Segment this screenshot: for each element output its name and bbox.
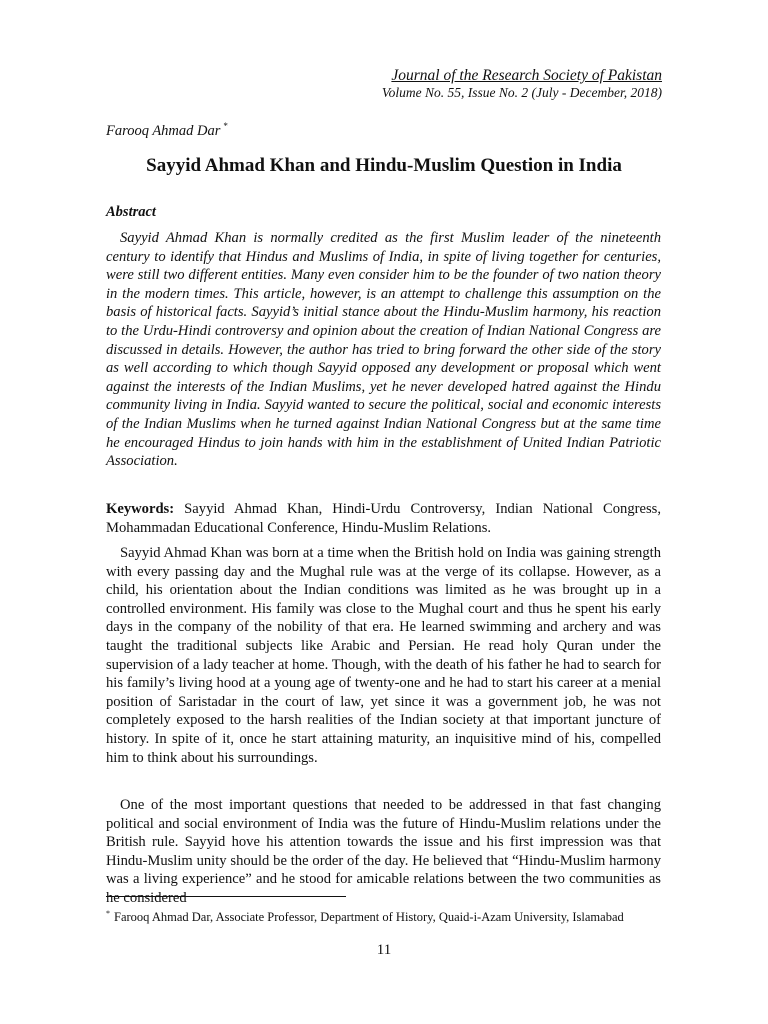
footnote-text: Farooq Ahmad Dar, Associate Professor, Department of History, Quaid-i-Azam University, Islamabad (114, 910, 624, 924)
keywords-text: Sayyid Ahmad Khan, Hindi-Urdu Controversy, Indian National Congress, Mohammadan Educational Conference, Hindu-Muslim Relations. (106, 501, 661, 536)
journal-volume: Volume No. 55, Issue No. 2 (July - December, 2018) (381, 85, 662, 100)
journal-header (382, 68, 662, 100)
abstract-text: Sayyid Ahmad Khan is normally credited as the first Muslim leader of the nineteenth century to identify that Hindus and Muslims of India, in spite of living together for centuries, were still two different entities. Many even consider him to be the founder of two nation theory in the modern times. This article, however, is an attempt to challenge this assumption on the basis of historical facts. Sayyid’s initial stance about the Hindu-Muslim harmony, his reaction to the Urdu-Hindi controversy and opinion about the creation of Indian National Congress are discussed in details. However, the author has tried to bring forward the other side of the story as well according to which though Sayyid opposed any development or proposal which went against the interests of the Indian Muslims, yet he never developed hatred against the Hindu community living in India. Sayyid wanted to secure the political, social and economic interests of the Indian Muslims when he turned against Indian National Congress but at the same time he encouraged Hindus to join hands with him in the establishment of United Indian Patriotic Association. (106, 230, 661, 470)
body-paragraph-1: Sayyid Ahmad Khan was born at a time when the British hold on India was gaining strength with every passing day and the Mughal rule was at the verge of its collapse. However, as a child, his orientation about the Indian conditions was limited as he was brought up in a controlled environment. His family was close to the Mughal court and thus he spent his early days in the company of the nobility of that era. He learned swimming and archery and was taught the traditional subjects like Arabic and Persian. He read holy Quran under the supervision of a lady teacher at home. Though, with the death of his father he had to search for his family’s living hood at a young age of twenty-one and he had to start his career at a menial position of Saristadar in the court of law, yet since it was a government job, he was not completely exposed to the harsh realities of the Indian society at that important juncture of history. In spite of it, once he start attaining maturity, an inquisitive mind of his, compelled him to think about his surroundings. (106, 545, 661, 766)
body-paragraph-2: One of the most important questions that needed to be addressed in that fast changing political and social environment of India was the future of Hindu-Muslim relations under the British rule. Sayyid hove his attention towards the issue and his first impression was that Hindu-Muslim unity should be the order of the day. He believed that “Hindu-Muslim harmony was a living experience” and he stood for amicable relations between the two communities as he considered (106, 797, 661, 906)
keywords-label: Keywords: (106, 501, 175, 517)
page-number: 11 (376, 942, 392, 958)
paper-title: Sayyid Ahmad Khan and Hindu-Muslim Question in India (146, 155, 622, 176)
author-line (106, 121, 228, 140)
keywords (106, 500, 661, 537)
abstract-heading: Abstract (106, 204, 156, 220)
footnote-divider (106, 896, 346, 897)
footnote-marker: * (106, 909, 110, 918)
footnote (106, 906, 661, 925)
author-name: Farooq Ahmad Dar (106, 123, 221, 139)
author-footnote-marker: * (223, 121, 228, 131)
journal-name: Journal of the Research Society of Pakistan (391, 67, 662, 84)
